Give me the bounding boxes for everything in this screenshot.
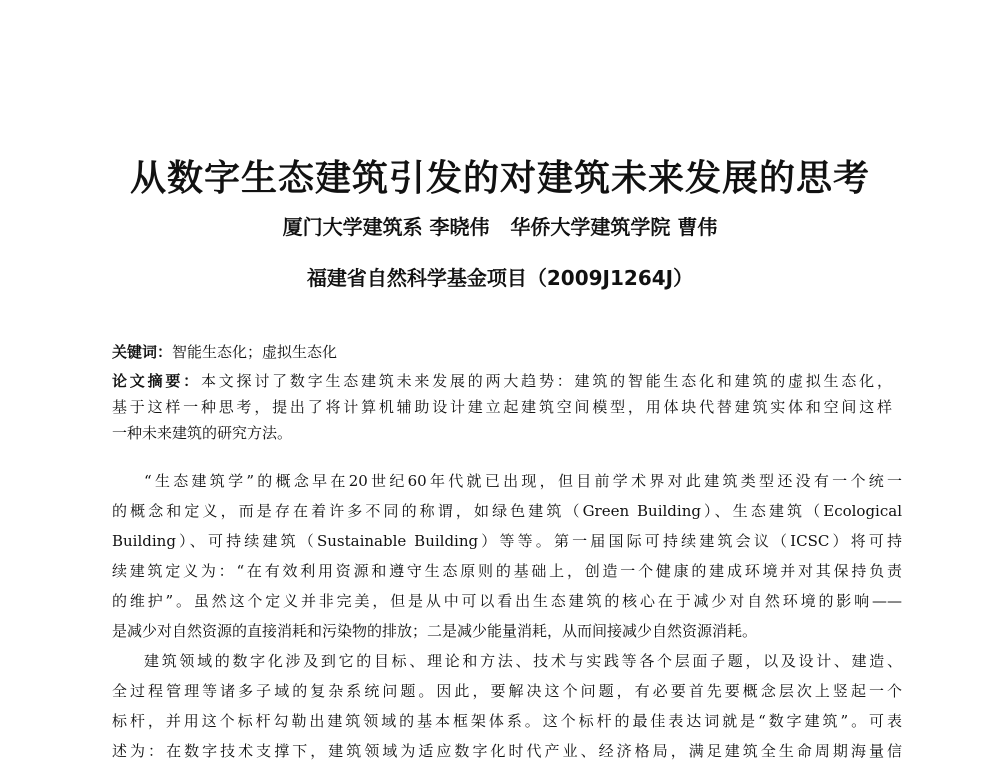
body-line: 的概念和定义，而是存在着许多不同的称谓，如绿色建筑（Green Building）、生态建筑（Ecological	[112, 502, 902, 520]
body-line: 续建筑定义为：“在有效利用资源和遵守生态原则的基础上，创造一个健康的建成环境并对其保持负责	[112, 562, 902, 580]
abstract-line: 一种未来建筑的研究方法。	[112, 424, 293, 442]
keywords-line	[112, 341, 892, 363]
fund-project: 福建省自然科学基金项目（2009J1264J）	[306, 266, 694, 290]
body-line: 是减少对自然资源的直接消耗和污染物的排放；二是减少能量消耗，从而间接减少自然资源消耗。	[112, 622, 758, 640]
body-line: 全过程管理等诸多子域的复杂系统问题。因此，要解决这个问题，有必要首先要概念层次上竖起一个	[112, 682, 902, 700]
abstract-label: 论文摘要：	[112, 372, 201, 390]
body-line: 标杆，并用这个标杆勾勒出建筑领域的基本框架体系。这个标杆的最佳表达词就是“数字建筑”。可表	[112, 712, 902, 730]
body-line: “生态建筑学”的概念早在20世纪60年代就已出现，但目前学术界对此建筑类型还没有一个统一	[144, 472, 902, 490]
body-line: 述为：在数字技术支撑下，建筑领域为适应数字化时代产业、经济格局，满足建筑全生命周期海量信	[112, 742, 902, 760]
keywords-label: 关键词：	[112, 343, 173, 361]
abstract-line	[112, 368, 892, 394]
keywords-text: 智能生态化；虚拟生态化	[172, 343, 338, 361]
paper-authors: 厦门大学建筑系 李晓伟 华侨大学建筑学院 曹伟	[282, 215, 718, 239]
body-text	[112, 466, 902, 760]
body-line: 建筑领域的数字化涉及到它的目标、理论和方法、技术与实践等各个层面子题，以及设计、建造、	[144, 652, 902, 670]
body-line: 的维护”。虽然这个定义并非完美，但是从中可以看出生态建筑的核心在于减少对自然环境的影响——	[112, 592, 902, 610]
abstract	[112, 368, 892, 446]
body-line: Building）、可持续建筑（Sustainable Building）等等。第一届国际可持续建筑会议（ICSC）将可持	[112, 532, 902, 550]
abstract-line: 基于这样一种思考，提出了将计算机辅助设计建立起建筑空间模型，用体块代替建筑实体和空间这样	[112, 398, 892, 416]
abstract-line-text: 本文探讨了数字生态建筑未来发展的两大趋势：建筑的智能生态化和建筑的虚拟生态化，	[200, 372, 892, 390]
paper-title: 从数字生态建筑引发的对建筑未来发展的思考	[129, 158, 870, 199]
